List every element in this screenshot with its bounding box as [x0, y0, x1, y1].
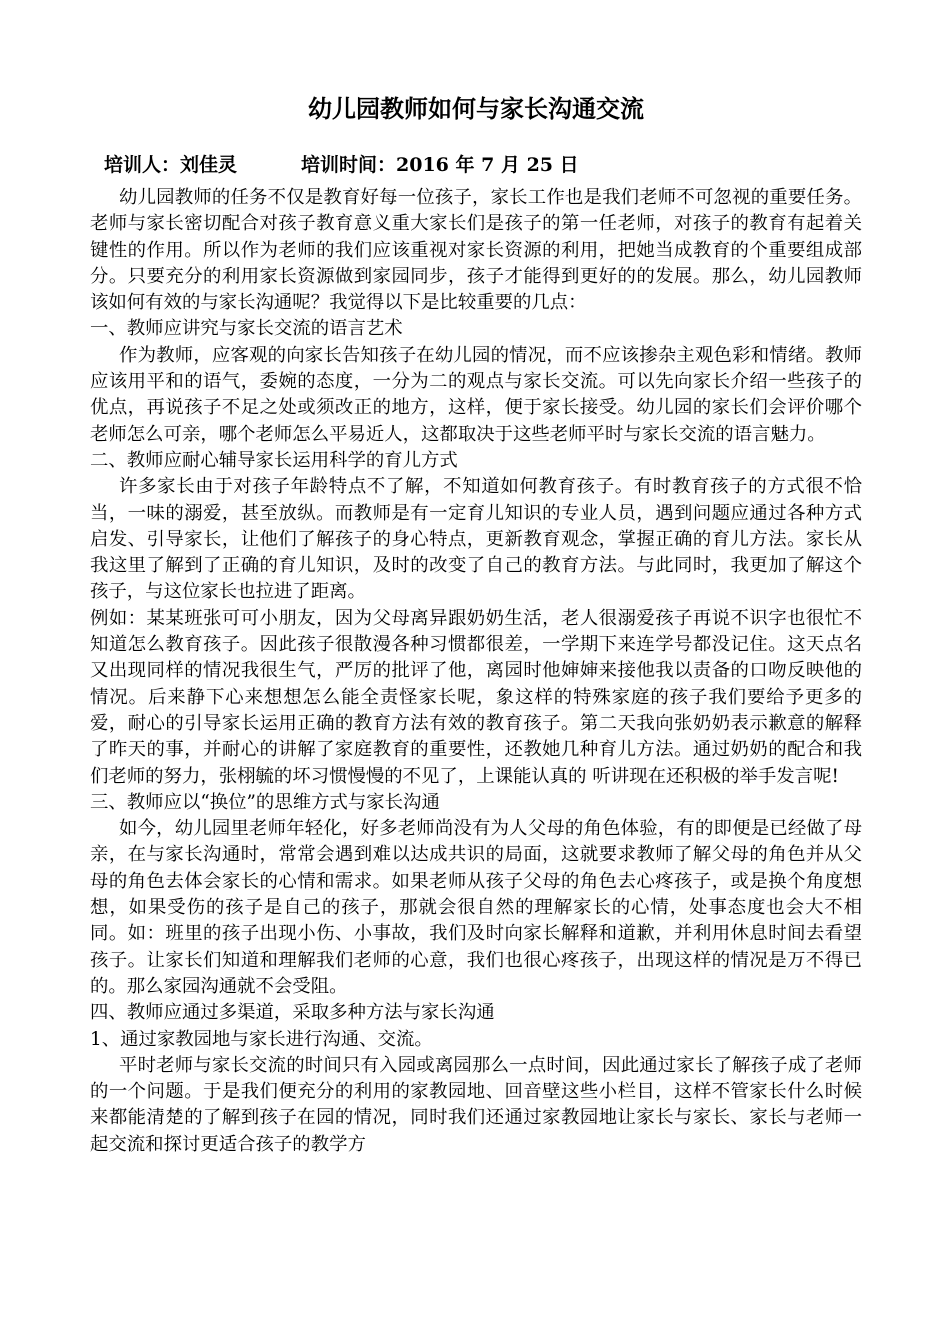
- section-heading: 二、教师应耐心辅导家长运用科学的育儿方式: [90, 449, 458, 471]
- paragraph: 如今，幼儿园里老师年轻化，好多老师尚没有为人父母的角色体验，有的即便是已经做了母亲，在与家长沟通时，常常会遇到难以达成共识的局面，这就要求教师了解父母的角色并从父母的角色去体会家长的心情和需求。如果老师从孩子父母的角色去心疼孩子，或是换个角度想想，如果受伤的孩子是自己的孩子，那就会很自然的理解家长的心情，处事态度也会大不相同。如：班里的孩子出现小伤、小事故，我们及时向家长解释和道歉，并利用休息时间去看望孩子。让家长们知道和理解我们老师的心意，我们也很心疼孩子，出现这样的情况是万不得已的。那么家园沟通就不会受阻。: [90, 818, 862, 997]
- document-title: 幼儿园教师如何与家长沟通交流: [308, 94, 644, 123]
- paragraph: 作为教师，应客观的向家长告知孩子在幼儿园的情况，而不应该掺杂主观色彩和情绪。教师应该用平和的语气，委婉的态度，一分为二的观点与家长交流。可以先向家长介绍一些孩子的优点，再说孩子不足之处或须改正的地方，这样，便于家长接受。幼儿园的家长们会评价哪个老师怎么可亲，哪个老师怎么平易近人，这都取决于这些老师平时与家长交流的语言魅力。: [90, 344, 862, 445]
- paragraph: 许多家长由于对孩子年龄特点不了解，不知道如何教育孩子。有时教育孩子的方式很不恰当，一味的溺爱，甚至放纵。而教师是有一定育儿知识的专业人员，遇到问题应通过各种方式启发、引导家长，让他们了解孩子的身心特点，更新教育观念，掌握正确的育儿方法。家长从我这里了解到了正确的育儿知识，及时的改变了自己的教育方法。与此同时，我更加了解这个孩子，与这位家长也拉进了距离。: [90, 476, 862, 603]
- training-info: [104, 149, 862, 181]
- section-heading: 一、教师应讲究与家长交流的语言艺术: [90, 318, 403, 340]
- paragraph: 平时老师与家长交流的时间只有入园或离园那么一点时间，因此通过家长了解孩子成了老师的一个问题。于是我们便充分的利用的家教园地、回音壁这些小栏目，这样不管家长什么时候来都能清楚的了解到孩子在园的情况，同时我们还通过家教园地让家长与家长、家长与老师一起交流和探讨更适合孩子的教学方: [90, 1054, 862, 1155]
- section-heading: 四、教师应通过多渠道，采取多种方法与家长沟通: [90, 1002, 495, 1024]
- document-body: [90, 185, 862, 1158]
- section-heading: 三、教师应以“换位”的思维方式与家长沟通: [90, 791, 440, 813]
- trainer-label: 培训人：刘佳灵: [104, 154, 238, 176]
- training-time-label: 培训时间：2016 年 7 月 25 日: [301, 154, 579, 176]
- paragraph: 幼儿园教师的任务不仅是教育好每一位孩子，家长工作也是我们老师不可忽视的重要任务。老师与家长密切配合对孩子教育意义重大家长们是孩子的第一任老师，对孩子的教育有起着关键性的作用。所以作为老师的我们应该重视对家长资源的利用，把她当成教育的个重要组成部分。只要充分的利用家长资源做到家园同步，孩子才能得到更好的的发展。那么，幼儿园教师该如何有效的与家长沟通呢？我觉得以下是比较重要的几点：: [90, 187, 862, 314]
- paragraph: 例如：某某班张可可小朋友，因为父母离异跟奶奶生活，老人很溺爱孩子再说不识字也很忙不知道怎么教育孩子。因此孩子很散漫各种习惯都很差，一学期下来连学号都没记住。这天点名又出现同样的情况我很生气，严厉的批评了他，离园时他婶婶来接他我以责备的口吻反映他的情况。后来静下心来想想怎么能全责怪家长呢，象这样的特殊家庭的孩子我们要给予更多的爱，耐心的引导家长运用正确的教育方法有效的教育孩子。第二天我向张奶奶表示歉意的解释了昨天的事，并耐心的讲解了家庭教育的重要性，还教她几种育儿方法。通过奶奶的配合和我们老师的努力，张栩毓的坏习惯慢慢的不见了，上课能认真的 听讲现在还积极的举手发言呢!: [90, 607, 862, 787]
- subsection-heading: 1、通过家教园地与家长进行沟通、交流。: [90, 1028, 433, 1050]
